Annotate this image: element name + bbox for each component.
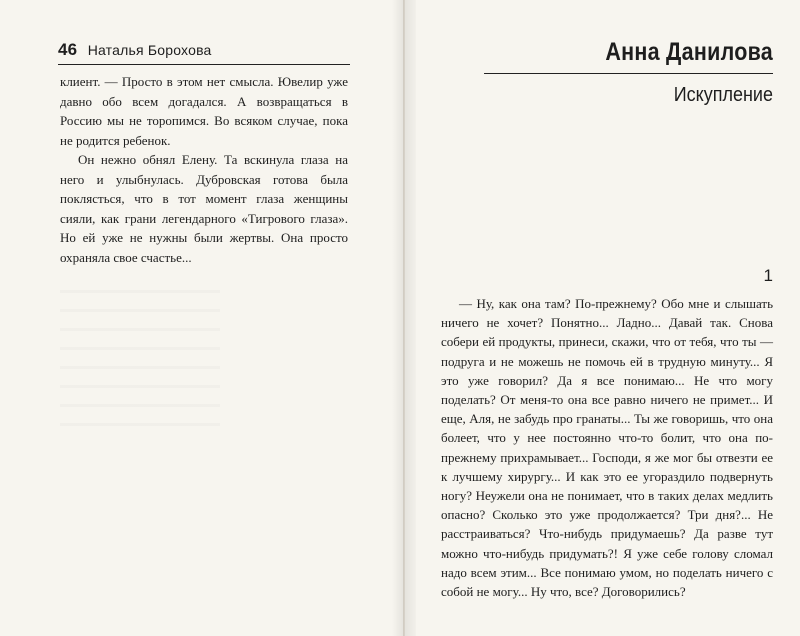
paragraph: — Ну, как она там? По-прежнему? Обо мне и слышать ничего не хочет? Понятно... Ладно... Давай так. Снова собери ей продукты, принеси, скажи, что от тебя, что ты — подруга и не можешь не помочь ей в трудную минуту... Я это уже говорил? Да я все понимаю... Не что могу поделать? От меня-то она все равно ничего не примет... И еще, Аля, не забудь про гранаты... Ты же говоришь, что она болеет, что у нее постоянно что-то болит, что она по-прежнему прихрамывает... Господи, я же мог бы отвезти ее к лучшему хирургу... И как это ее угораздило подвернуть ногу? Неужели она не понимает, что в таких делах медлить опасно? Сколько это уже продолжается? Три дня?... Не расстраиваться? Что-нибудь придумаешь? Да разве тут можно что-нибудь придумать?! Я уже себе голову сломал надо всем этим... Все понимаю умом, но поделать ничего с собой не могу... Ну что, все? Договорились? [441, 296, 773, 600]
left-page-text [60, 72, 348, 267]
right-page-text [441, 294, 773, 601]
running-head [58, 40, 350, 65]
show-through-ghost-text [60, 290, 220, 440]
book-title: Искупление [673, 84, 773, 106]
right-page [404, 0, 800, 636]
chapter-number: 1 [763, 266, 773, 285]
book-gutter [392, 0, 416, 636]
page-number: 46 [58, 40, 78, 59]
paragraph: Он нежно обнял Елену. Та вскинула глаза на него и улыбнулась. Дубровская готова была поклясться, что в тот момент глаза женщины сияли, как грани легендарного «Тигрового глаза». Но ей уже не нужны были жертвы. Она просто охраняла свое счастье... [60, 152, 348, 265]
running-head-author: Наталья Борохова [87, 42, 212, 58]
book-author: Анна Данилова [484, 38, 773, 74]
paragraph: клиент. — Просто в этом нет смысла. Ювелир уже давно обо всем догадался. А возвращаться в Россию мы не торопимся. Во всяком случае, пока не родится ребенок. [60, 74, 348, 148]
